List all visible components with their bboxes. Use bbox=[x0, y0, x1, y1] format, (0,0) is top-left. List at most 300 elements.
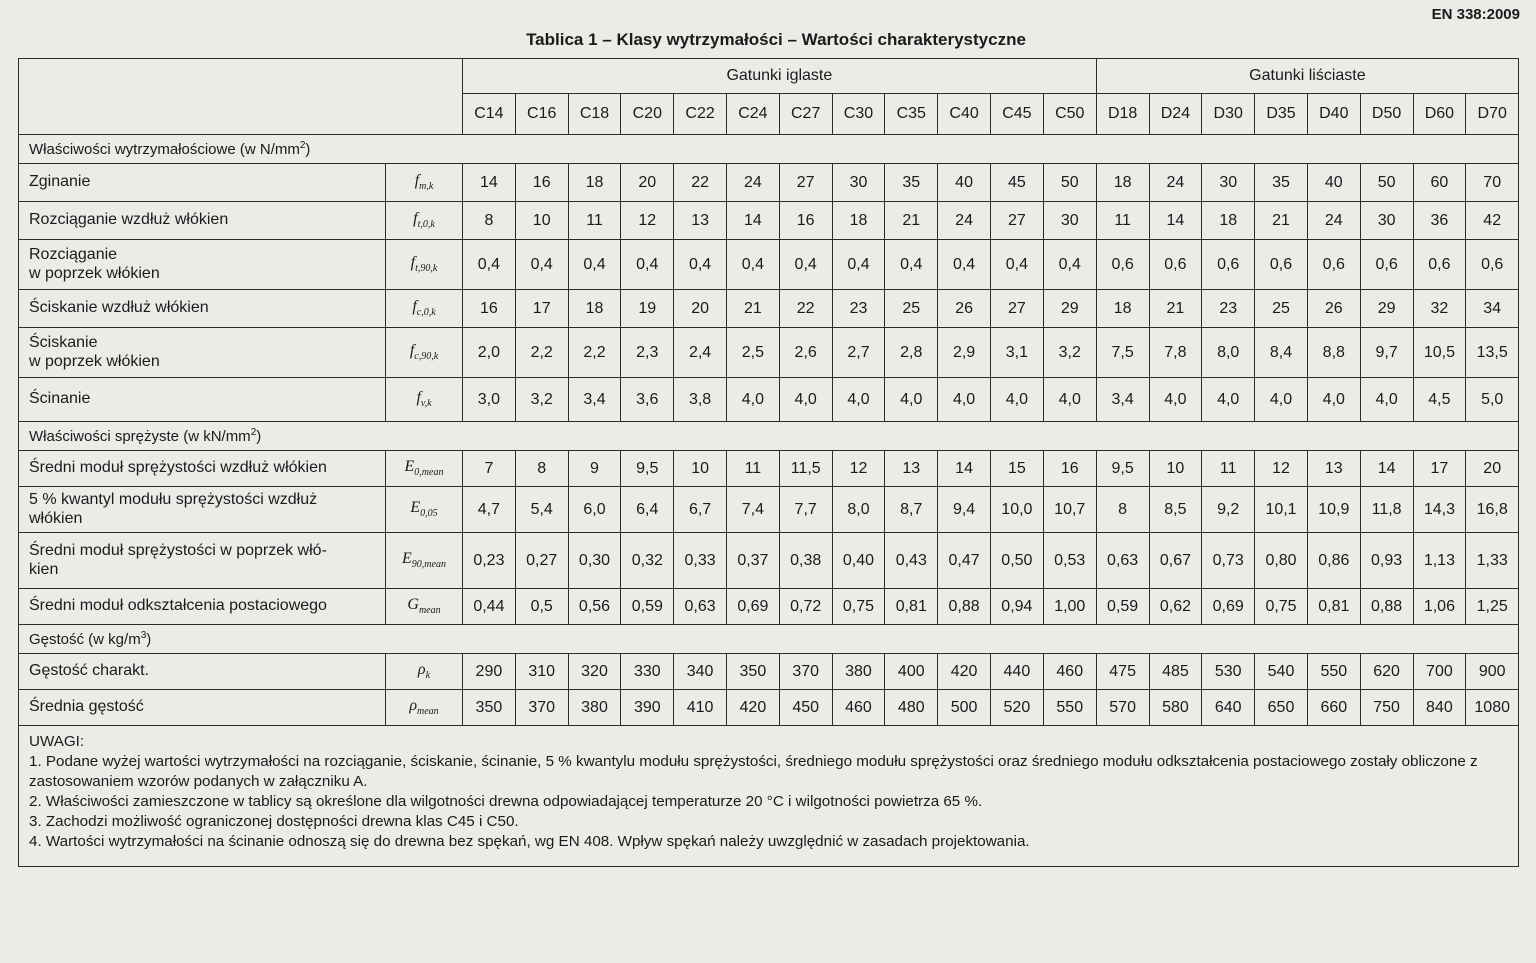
value-cell-c50: 1,00 bbox=[1043, 589, 1096, 625]
value-cell-c35: 35 bbox=[885, 164, 938, 202]
value-cell-d24: 7,8 bbox=[1149, 328, 1202, 378]
class-header-c45: C45 bbox=[990, 94, 1043, 135]
section-title-exponent: 2 bbox=[250, 427, 257, 438]
value-cell-c20: 6,4 bbox=[621, 487, 674, 533]
property-label-line: Ściskanie bbox=[29, 334, 98, 352]
symbol-main: ρ bbox=[417, 661, 426, 679]
value-cell-c27: 27 bbox=[779, 164, 832, 202]
value-cell-c40: 4,0 bbox=[938, 378, 991, 422]
value-cell-c35: 25 bbox=[885, 290, 938, 328]
value-cell-c16: 10 bbox=[515, 202, 568, 240]
group-header-row bbox=[19, 59, 1519, 94]
value-cell-d70: 1,25 bbox=[1466, 589, 1519, 625]
value-cell-c22: 0,63 bbox=[674, 589, 727, 625]
value-cell-c20: 330 bbox=[621, 654, 674, 690]
section-title-close: ) bbox=[256, 428, 262, 445]
value-cell-d24: 4,0 bbox=[1149, 378, 1202, 422]
value-cell-c22: 410 bbox=[674, 690, 727, 726]
value-cell-d60: 36 bbox=[1413, 202, 1466, 240]
value-cell-d60: 60 bbox=[1413, 164, 1466, 202]
value-cell-d30: 11 bbox=[1202, 451, 1255, 487]
value-cell-d60: 700 bbox=[1413, 654, 1466, 690]
symbol-main: f bbox=[409, 342, 415, 360]
value-cell-d60: 14,3 bbox=[1413, 487, 1466, 533]
value-cell-c16: 16 bbox=[515, 164, 568, 202]
value-cell-c24: 0,69 bbox=[726, 589, 779, 625]
standard-code: EN 338:2009 bbox=[1431, 6, 1520, 23]
symbol-main: f bbox=[414, 172, 420, 190]
value-cell-c16: 8 bbox=[515, 451, 568, 487]
symbol-subscript: 90,mean bbox=[411, 559, 446, 571]
value-cell-c27: 450 bbox=[779, 690, 832, 726]
value-cell-c22: 13 bbox=[674, 202, 727, 240]
value-cell-c24: 0,37 bbox=[726, 533, 779, 589]
table-row bbox=[19, 164, 1519, 202]
value-cell-d18: 3,4 bbox=[1096, 378, 1149, 422]
value-cell-c27: 0,38 bbox=[779, 533, 832, 589]
value-cell-c40: 9,4 bbox=[938, 487, 991, 533]
value-cell-d40: 26 bbox=[1307, 290, 1360, 328]
value-cell-c18: 11 bbox=[568, 202, 621, 240]
section-title-exponent: 3 bbox=[140, 630, 147, 641]
value-cell-c30: 0,75 bbox=[832, 589, 885, 625]
class-header-c16: C16 bbox=[515, 94, 568, 135]
table-row bbox=[19, 290, 1519, 328]
value-cell-c27: 7,7 bbox=[779, 487, 832, 533]
value-cell-c40: 24 bbox=[938, 202, 991, 240]
property-label-line: Średni moduł sprężystości w poprzek włó- bbox=[29, 542, 327, 560]
value-cell-c40: 0,47 bbox=[938, 533, 991, 589]
property-label-line: Średnia gęstość bbox=[29, 698, 144, 716]
value-cell-d35: 4,0 bbox=[1255, 378, 1308, 422]
symbol-main: E bbox=[402, 550, 412, 568]
value-cell-c24: 350 bbox=[726, 654, 779, 690]
value-cell-c30: 12 bbox=[832, 451, 885, 487]
class-header-d30: D30 bbox=[1202, 94, 1255, 135]
value-cell-c14: 0,4 bbox=[463, 240, 516, 290]
value-cell-c22: 0,33 bbox=[674, 533, 727, 589]
symbol-subscript: m,k bbox=[419, 181, 434, 193]
section-title-text: Właściwości wytrzymałościowe (w N/mm bbox=[29, 141, 300, 158]
value-cell-c30: 23 bbox=[832, 290, 885, 328]
value-cell-c20: 390 bbox=[621, 690, 674, 726]
value-cell-d40: 24 bbox=[1307, 202, 1360, 240]
symbol-subscript: mean bbox=[417, 706, 439, 718]
value-cell-c24: 11 bbox=[726, 451, 779, 487]
property-symbol bbox=[386, 487, 463, 533]
table-row bbox=[19, 240, 1519, 290]
value-cell-c35: 13 bbox=[885, 451, 938, 487]
value-cell-d60: 17 bbox=[1413, 451, 1466, 487]
value-cell-c45: 27 bbox=[990, 290, 1043, 328]
symbol-subscript: v,k bbox=[420, 398, 432, 410]
value-cell-d24: 0,67 bbox=[1149, 533, 1202, 589]
property-label-line: Ścinanie bbox=[29, 390, 91, 408]
value-cell-c24: 2,5 bbox=[726, 328, 779, 378]
value-cell-c40: 500 bbox=[938, 690, 991, 726]
table-body bbox=[19, 59, 1519, 726]
property-label bbox=[19, 589, 386, 625]
note-4: 4. Wartości wytrzymałości na ścinanie odnoszą się do drewna bez spękań, wg EN 408. Wpływ spękań należy uwzględnić w zasadach projektowania. bbox=[29, 833, 1030, 850]
header-blank-cell bbox=[19, 59, 463, 135]
value-cell-c30: 18 bbox=[832, 202, 885, 240]
note-1: 1. Podane wyżej wartości wytrzymałości na rozciąganie, ściskanie, ścinanie, 5 % kwantylu modułu sprężystości, średniego modułu sprężystości oraz średniego modułu odkształcenia postaciowego zostały obliczone z zastosowaniem wzorów podanych w załączniku A. bbox=[29, 753, 1478, 790]
value-cell-d24: 10 bbox=[1149, 451, 1202, 487]
symbol-main: E bbox=[404, 458, 415, 476]
value-cell-c18: 18 bbox=[568, 164, 621, 202]
class-header-c14: C14 bbox=[463, 94, 516, 135]
property-symbol bbox=[386, 328, 463, 378]
value-cell-c35: 4,0 bbox=[885, 378, 938, 422]
value-cell-d30: 530 bbox=[1202, 654, 1255, 690]
value-cell-c30: 8,0 bbox=[832, 487, 885, 533]
value-cell-d50: 9,7 bbox=[1360, 328, 1413, 378]
value-cell-d18: 7,5 bbox=[1096, 328, 1149, 378]
value-cell-c18: 320 bbox=[568, 654, 621, 690]
value-cell-c50: 0,53 bbox=[1043, 533, 1096, 589]
note-3: 3. Zachodzi możliwość ograniczonej dostępności drewna klas C45 i C50. bbox=[29, 813, 519, 830]
table-row bbox=[19, 589, 1519, 625]
table-row bbox=[19, 690, 1519, 726]
value-cell-d50: 11,8 bbox=[1360, 487, 1413, 533]
value-cell-d35: 0,80 bbox=[1255, 533, 1308, 589]
symbol-subscript: c,90,k bbox=[414, 351, 439, 363]
value-cell-c16: 17 bbox=[515, 290, 568, 328]
value-cell-d18: 8 bbox=[1096, 487, 1149, 533]
property-label-line: w poprzek włókien bbox=[29, 352, 160, 370]
value-cell-c40: 26 bbox=[938, 290, 991, 328]
symbol-main: ρ bbox=[409, 697, 417, 715]
value-cell-c30: 4,0 bbox=[832, 378, 885, 422]
value-cell-c50: 4,0 bbox=[1043, 378, 1096, 422]
value-cell-c24: 0,4 bbox=[726, 240, 779, 290]
value-cell-c14: 16 bbox=[463, 290, 516, 328]
property-label bbox=[19, 451, 386, 487]
symbol-subscript: mean bbox=[418, 605, 441, 617]
value-cell-c27: 2,6 bbox=[779, 328, 832, 378]
value-cell-d30: 4,0 bbox=[1202, 378, 1255, 422]
class-header-c40: C40 bbox=[938, 94, 991, 135]
property-symbol bbox=[386, 451, 463, 487]
value-cell-c14: 350 bbox=[463, 690, 516, 726]
section-header-row bbox=[19, 422, 1519, 451]
class-header-d40: D40 bbox=[1307, 94, 1360, 135]
property-label bbox=[19, 690, 386, 726]
value-cell-d30: 18 bbox=[1202, 202, 1255, 240]
value-cell-c14: 3,0 bbox=[463, 378, 516, 422]
value-cell-c14: 4,7 bbox=[463, 487, 516, 533]
value-cell-c20: 12 bbox=[621, 202, 674, 240]
value-cell-c16: 3,2 bbox=[515, 378, 568, 422]
value-cell-c35: 480 bbox=[885, 690, 938, 726]
value-cell-c20: 19 bbox=[621, 290, 674, 328]
value-cell-d60: 4,5 bbox=[1413, 378, 1466, 422]
value-cell-c22: 3,8 bbox=[674, 378, 727, 422]
property-symbol bbox=[386, 240, 463, 290]
value-cell-c16: 5,4 bbox=[515, 487, 568, 533]
table-row bbox=[19, 654, 1519, 690]
value-cell-c20: 0,59 bbox=[621, 589, 674, 625]
value-cell-d18: 0,6 bbox=[1096, 240, 1149, 290]
value-cell-d40: 660 bbox=[1307, 690, 1360, 726]
value-cell-c40: 0,4 bbox=[938, 240, 991, 290]
section-header-row bbox=[19, 135, 1519, 164]
value-cell-d18: 570 bbox=[1096, 690, 1149, 726]
value-cell-d30: 23 bbox=[1202, 290, 1255, 328]
value-cell-d24: 14 bbox=[1149, 202, 1202, 240]
value-cell-c14: 8 bbox=[463, 202, 516, 240]
value-cell-c40: 0,88 bbox=[938, 589, 991, 625]
value-cell-d50: 4,0 bbox=[1360, 378, 1413, 422]
section-title bbox=[19, 422, 1519, 451]
value-cell-c45: 0,50 bbox=[990, 533, 1043, 589]
property-label bbox=[19, 533, 386, 589]
notes-block bbox=[19, 726, 1519, 867]
value-cell-c50: 0,4 bbox=[1043, 240, 1096, 290]
value-cell-d24: 24 bbox=[1149, 164, 1202, 202]
value-cell-c40: 40 bbox=[938, 164, 991, 202]
value-cell-c40: 420 bbox=[938, 654, 991, 690]
class-header-d50: D50 bbox=[1360, 94, 1413, 135]
class-header-c24: C24 bbox=[726, 94, 779, 135]
value-cell-c45: 3,1 bbox=[990, 328, 1043, 378]
value-cell-c22: 6,7 bbox=[674, 487, 727, 533]
value-cell-d24: 0,62 bbox=[1149, 589, 1202, 625]
value-cell-c45: 27 bbox=[990, 202, 1043, 240]
property-label-line: kien bbox=[29, 560, 59, 578]
value-cell-d70: 70 bbox=[1466, 164, 1519, 202]
value-cell-d40: 0,86 bbox=[1307, 533, 1360, 589]
property-symbol bbox=[386, 378, 463, 422]
value-cell-c50: 16 bbox=[1043, 451, 1096, 487]
property-symbol bbox=[386, 690, 463, 726]
value-cell-c18: 0,30 bbox=[568, 533, 621, 589]
symbol-main: f bbox=[410, 254, 416, 272]
value-cell-c45: 45 bbox=[990, 164, 1043, 202]
value-cell-d60: 840 bbox=[1413, 690, 1466, 726]
value-cell-c20: 2,3 bbox=[621, 328, 674, 378]
value-cell-d24: 580 bbox=[1149, 690, 1202, 726]
value-cell-c35: 8,7 bbox=[885, 487, 938, 533]
value-cell-d40: 40 bbox=[1307, 164, 1360, 202]
value-cell-d18: 11 bbox=[1096, 202, 1149, 240]
value-cell-c27: 16 bbox=[779, 202, 832, 240]
value-cell-c14: 2,0 bbox=[463, 328, 516, 378]
value-cell-c22: 2,4 bbox=[674, 328, 727, 378]
class-header-d35: D35 bbox=[1255, 94, 1308, 135]
value-cell-d50: 14 bbox=[1360, 451, 1413, 487]
property-label-line: Rozciąganie bbox=[29, 246, 118, 264]
value-cell-d60: 0,6 bbox=[1413, 240, 1466, 290]
value-cell-c20: 0,4 bbox=[621, 240, 674, 290]
value-cell-d24: 8,5 bbox=[1149, 487, 1202, 533]
value-cell-d35: 10,1 bbox=[1255, 487, 1308, 533]
value-cell-c22: 10 bbox=[674, 451, 727, 487]
section-title bbox=[19, 135, 1519, 164]
value-cell-d30: 8,0 bbox=[1202, 328, 1255, 378]
value-cell-c50: 3,2 bbox=[1043, 328, 1096, 378]
value-cell-c16: 2,2 bbox=[515, 328, 568, 378]
property-label-line: włókien bbox=[29, 509, 83, 527]
value-cell-c20: 20 bbox=[621, 164, 674, 202]
value-cell-c24: 24 bbox=[726, 164, 779, 202]
value-cell-d60: 1,13 bbox=[1413, 533, 1466, 589]
value-cell-c14: 0,44 bbox=[463, 589, 516, 625]
value-cell-c27: 22 bbox=[779, 290, 832, 328]
property-label bbox=[19, 487, 386, 533]
value-cell-c45: 520 bbox=[990, 690, 1043, 726]
table-row bbox=[19, 202, 1519, 240]
value-cell-d18: 9,5 bbox=[1096, 451, 1149, 487]
value-cell-d18: 0,59 bbox=[1096, 589, 1149, 625]
value-cell-d30: 9,2 bbox=[1202, 487, 1255, 533]
symbol-main: f bbox=[416, 389, 421, 407]
value-cell-c18: 6,0 bbox=[568, 487, 621, 533]
value-cell-d18: 18 bbox=[1096, 164, 1149, 202]
value-cell-d70: 1080 bbox=[1466, 690, 1519, 726]
value-cell-c22: 0,4 bbox=[674, 240, 727, 290]
value-cell-d50: 620 bbox=[1360, 654, 1413, 690]
value-cell-d18: 18 bbox=[1096, 290, 1149, 328]
section-title-text: Właściwości sprężyste (w kN/mm bbox=[29, 428, 251, 445]
value-cell-d30: 0,73 bbox=[1202, 533, 1255, 589]
value-cell-d18: 475 bbox=[1096, 654, 1149, 690]
class-header-c20: C20 bbox=[621, 94, 674, 135]
value-cell-c45: 15 bbox=[990, 451, 1043, 487]
property-label bbox=[19, 164, 386, 202]
section-title bbox=[19, 625, 1519, 654]
value-cell-d40: 10,9 bbox=[1307, 487, 1360, 533]
property-symbol bbox=[386, 589, 463, 625]
property-label bbox=[19, 290, 386, 328]
class-header-d60: D60 bbox=[1413, 94, 1466, 135]
property-label-line: Średni moduł sprężystości wzdłuż włókien bbox=[29, 459, 327, 477]
value-cell-d35: 25 bbox=[1255, 290, 1308, 328]
value-cell-c18: 0,4 bbox=[568, 240, 621, 290]
value-cell-c20: 3,6 bbox=[621, 378, 674, 422]
value-cell-d40: 13 bbox=[1307, 451, 1360, 487]
notes-row bbox=[19, 726, 1519, 867]
value-cell-c50: 30 bbox=[1043, 202, 1096, 240]
value-cell-d35: 0,75 bbox=[1255, 589, 1308, 625]
value-cell-d30: 0,6 bbox=[1202, 240, 1255, 290]
value-cell-c14: 0,23 bbox=[463, 533, 516, 589]
value-cell-d50: 0,6 bbox=[1360, 240, 1413, 290]
value-cell-d24: 0,6 bbox=[1149, 240, 1202, 290]
value-cell-d18: 0,63 bbox=[1096, 533, 1149, 589]
value-cell-d50: 50 bbox=[1360, 164, 1413, 202]
property-label-line: Ściskanie wzdłuż włókien bbox=[29, 299, 209, 317]
value-cell-c24: 14 bbox=[726, 202, 779, 240]
property-label bbox=[19, 654, 386, 690]
symbol-main: f bbox=[412, 298, 417, 316]
value-cell-c16: 0,27 bbox=[515, 533, 568, 589]
value-cell-c45: 440 bbox=[990, 654, 1043, 690]
property-label bbox=[19, 202, 386, 240]
value-cell-c45: 0,4 bbox=[990, 240, 1043, 290]
class-header-c30: C30 bbox=[832, 94, 885, 135]
value-cell-c35: 2,8 bbox=[885, 328, 938, 378]
value-cell-c27: 0,4 bbox=[779, 240, 832, 290]
value-cell-c30: 0,40 bbox=[832, 533, 885, 589]
table-row bbox=[19, 487, 1519, 533]
value-cell-d30: 640 bbox=[1202, 690, 1255, 726]
value-cell-c14: 290 bbox=[463, 654, 516, 690]
property-label-line: 5 % kwantyl modułu sprężystości wzdłuż bbox=[29, 491, 318, 509]
symbol-main: f bbox=[413, 210, 418, 228]
value-cell-c14: 14 bbox=[463, 164, 516, 202]
value-cell-c40: 14 bbox=[938, 451, 991, 487]
value-cell-c16: 310 bbox=[515, 654, 568, 690]
value-cell-c18: 9 bbox=[568, 451, 621, 487]
property-label-line: Rozciąganie wzdłuż włókien bbox=[29, 211, 229, 229]
value-cell-c16: 370 bbox=[515, 690, 568, 726]
value-cell-c20: 9,5 bbox=[621, 451, 674, 487]
value-cell-c50: 10,7 bbox=[1043, 487, 1096, 533]
value-cell-c50: 29 bbox=[1043, 290, 1096, 328]
value-cell-d70: 5,0 bbox=[1466, 378, 1519, 422]
symbol-subscript: k bbox=[425, 670, 431, 682]
value-cell-d60: 32 bbox=[1413, 290, 1466, 328]
value-cell-c27: 11,5 bbox=[779, 451, 832, 487]
value-cell-c18: 18 bbox=[568, 290, 621, 328]
value-cell-d50: 29 bbox=[1360, 290, 1413, 328]
value-cell-c35: 0,81 bbox=[885, 589, 938, 625]
value-cell-c18: 0,56 bbox=[568, 589, 621, 625]
value-cell-c30: 0,4 bbox=[832, 240, 885, 290]
value-cell-d24: 485 bbox=[1149, 654, 1202, 690]
table-row bbox=[19, 533, 1519, 589]
symbol-subscript: c,0,k bbox=[416, 307, 436, 319]
value-cell-d40: 4,0 bbox=[1307, 378, 1360, 422]
value-cell-d60: 1,06 bbox=[1413, 589, 1466, 625]
value-cell-d50: 0,88 bbox=[1360, 589, 1413, 625]
table-title: Tablica 1 – Klasy wytrzymałości – Wartości charakterystyczne bbox=[526, 30, 1026, 49]
value-cell-d30: 0,69 bbox=[1202, 589, 1255, 625]
class-header-c50: C50 bbox=[1043, 94, 1096, 135]
table-row bbox=[19, 328, 1519, 378]
value-cell-c24: 7,4 bbox=[726, 487, 779, 533]
value-cell-c45: 10,0 bbox=[990, 487, 1043, 533]
value-cell-c50: 50 bbox=[1043, 164, 1096, 202]
value-cell-d40: 0,81 bbox=[1307, 589, 1360, 625]
value-cell-d70: 16,8 bbox=[1466, 487, 1519, 533]
value-cell-c20: 0,32 bbox=[621, 533, 674, 589]
value-cell-d50: 0,93 bbox=[1360, 533, 1413, 589]
value-cell-d70: 0,6 bbox=[1466, 240, 1519, 290]
value-cell-c14: 7 bbox=[463, 451, 516, 487]
class-header-d24: D24 bbox=[1149, 94, 1202, 135]
strength-class-table bbox=[18, 58, 1519, 867]
value-cell-d70: 42 bbox=[1466, 202, 1519, 240]
value-cell-d40: 550 bbox=[1307, 654, 1360, 690]
value-cell-c27: 0,72 bbox=[779, 589, 832, 625]
hardwood-group-header: Gatunki liściaste bbox=[1096, 59, 1518, 94]
value-cell-c35: 0,43 bbox=[885, 533, 938, 589]
value-cell-c40: 2,9 bbox=[938, 328, 991, 378]
symbol-subscript: 0,mean bbox=[414, 467, 444, 479]
value-cell-c45: 4,0 bbox=[990, 378, 1043, 422]
symbol-subscript: 0,05 bbox=[420, 508, 438, 520]
property-label-line: Gęstość charakt. bbox=[29, 662, 150, 680]
property-symbol bbox=[386, 533, 463, 589]
symbol-main: E bbox=[410, 499, 421, 517]
symbol-subscript: t,90,k bbox=[415, 263, 438, 275]
value-cell-c16: 0,4 bbox=[515, 240, 568, 290]
section-title-exponent: 2 bbox=[299, 140, 306, 151]
value-cell-c22: 340 bbox=[674, 654, 727, 690]
value-cell-d35: 21 bbox=[1255, 202, 1308, 240]
